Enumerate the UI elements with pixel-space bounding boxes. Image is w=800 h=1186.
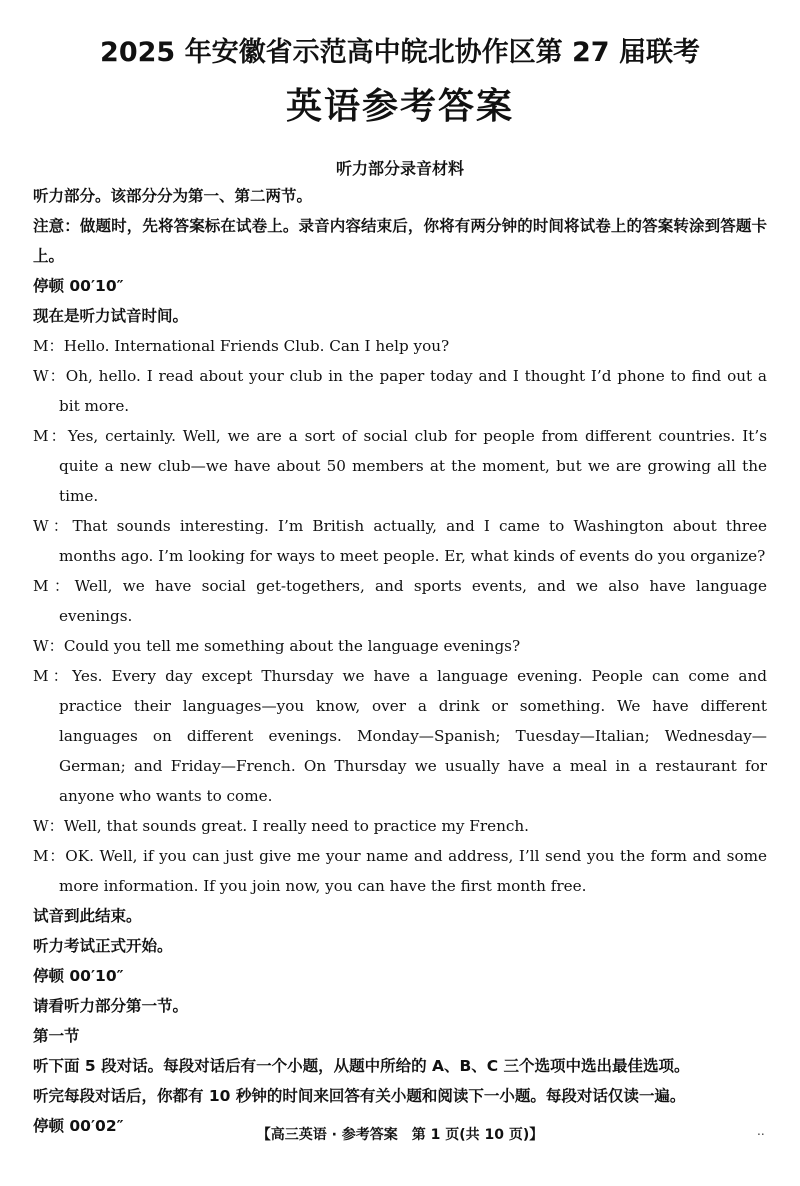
speaker-label: M： <box>33 847 66 865</box>
dialogue-text: Oh, hello. I read about your club in the paper today and I thought I’d phone to find out a bit more. <box>59 367 767 415</box>
corner-mark: .. <box>757 1124 765 1138</box>
dialogue-text: Yes, certainly. Well, we are a sort of social club for people from different countries. It’s quite a new club—we have about 50 members at the moment, but we are growing all the time. <box>59 427 767 505</box>
dialogue-turn <box>33 841 767 901</box>
section-title: 听力部分录音材料 <box>335 159 464 178</box>
section-one-heading: 第一节 <box>33 1027 80 1045</box>
instructions-line: 听完每段对话后，你都有 10 秒钟的时间来回答有关小题和阅读下一小题。每段对话仅读一遍。 <box>33 1087 686 1105</box>
dialogue-turn <box>33 511 767 571</box>
intro-line: 听力部分。该部分分为第一、第二两节。 <box>33 187 313 205</box>
speaker-label: W： <box>33 367 66 385</box>
speaker-label: W： <box>33 817 64 835</box>
dialogue-text: Well, that sounds great. I really need to practice my French. <box>63 817 529 835</box>
pause-line: 停顿 00′02″ <box>33 1117 124 1135</box>
dialogue-turn <box>33 421 767 511</box>
exam-title: 2025 年安徽省示范高中皖北协作区第 27 届联考 <box>100 37 700 68</box>
dialogue-text: Yes. Every day except Thursday we have a language evening. People can come and practice their languages—you know, over a drink or something. We have different languages on different evenings. Monday—Spanish; Tuesday—Italian; Wednesday—German; and Friday—French. On Thursday we usually have a meal in a restaurant for anyone who wants to come. <box>59 667 767 805</box>
instructions-line: 听下面 5 段对话。每段对话后有一个小题，从题中所给的 A、B、C 三个选项中选出最佳选项。 <box>33 1057 690 1075</box>
note-paragraph: 注意：做题时，先将答案标在试卷上。录音内容结束后，你将有两分钟的时间将试卷上的答案转涂到答题卡上。 <box>33 217 767 265</box>
dialogue-text: Could you tell me something about the language evenings? <box>63 637 521 655</box>
page-footer: 【高三英语 · 参考答案 第 1 页(共 10 页)】 <box>256 1127 544 1143</box>
dialogue-turn <box>33 331 767 361</box>
dialogue-text: OK. Well, if you can just give me your name and address, I’ll send you the form and some more information. If you join now, you can have the first month free. <box>59 847 767 895</box>
transcript-body <box>33 181 767 1141</box>
dialogue-text: Hello. International Friends Club. Can I help you? <box>63 337 450 355</box>
test-end-line: 试音到此结束。 <box>33 907 142 925</box>
exam-start-line: 听力考试正式开始。 <box>33 937 173 955</box>
speaker-label: W： <box>33 637 64 655</box>
speaker-label: W： <box>33 517 73 535</box>
dialogue-turn <box>33 661 767 811</box>
test-start-line: 现在是听力试音时间。 <box>33 307 189 325</box>
document-title: 英语参考答案 <box>285 86 514 127</box>
pause-line: 停顿 00′10″ <box>33 277 124 295</box>
speaker-label: M： <box>33 577 75 595</box>
dialogue-turn <box>33 631 767 661</box>
dialogue-text: Well, we have social get-togethers, and sports events, and we also have language evenings. <box>59 577 767 625</box>
pause-line: 停顿 00′10″ <box>33 967 124 985</box>
speaker-label: M： <box>33 427 68 445</box>
dialogue-text: That sounds interesting. I’m British actually, and I came to Washington about three months ago. I’m looking for ways to meet people. Er, what kinds of events do you organize? <box>59 517 767 565</box>
look-section-line: 请看听力部分第一节。 <box>33 997 189 1015</box>
dialogue-turn <box>33 811 767 841</box>
speaker-label: M： <box>33 667 73 685</box>
dialogue-turn <box>33 361 767 421</box>
speaker-label: M： <box>33 337 64 355</box>
dialogue-turn <box>33 571 767 631</box>
